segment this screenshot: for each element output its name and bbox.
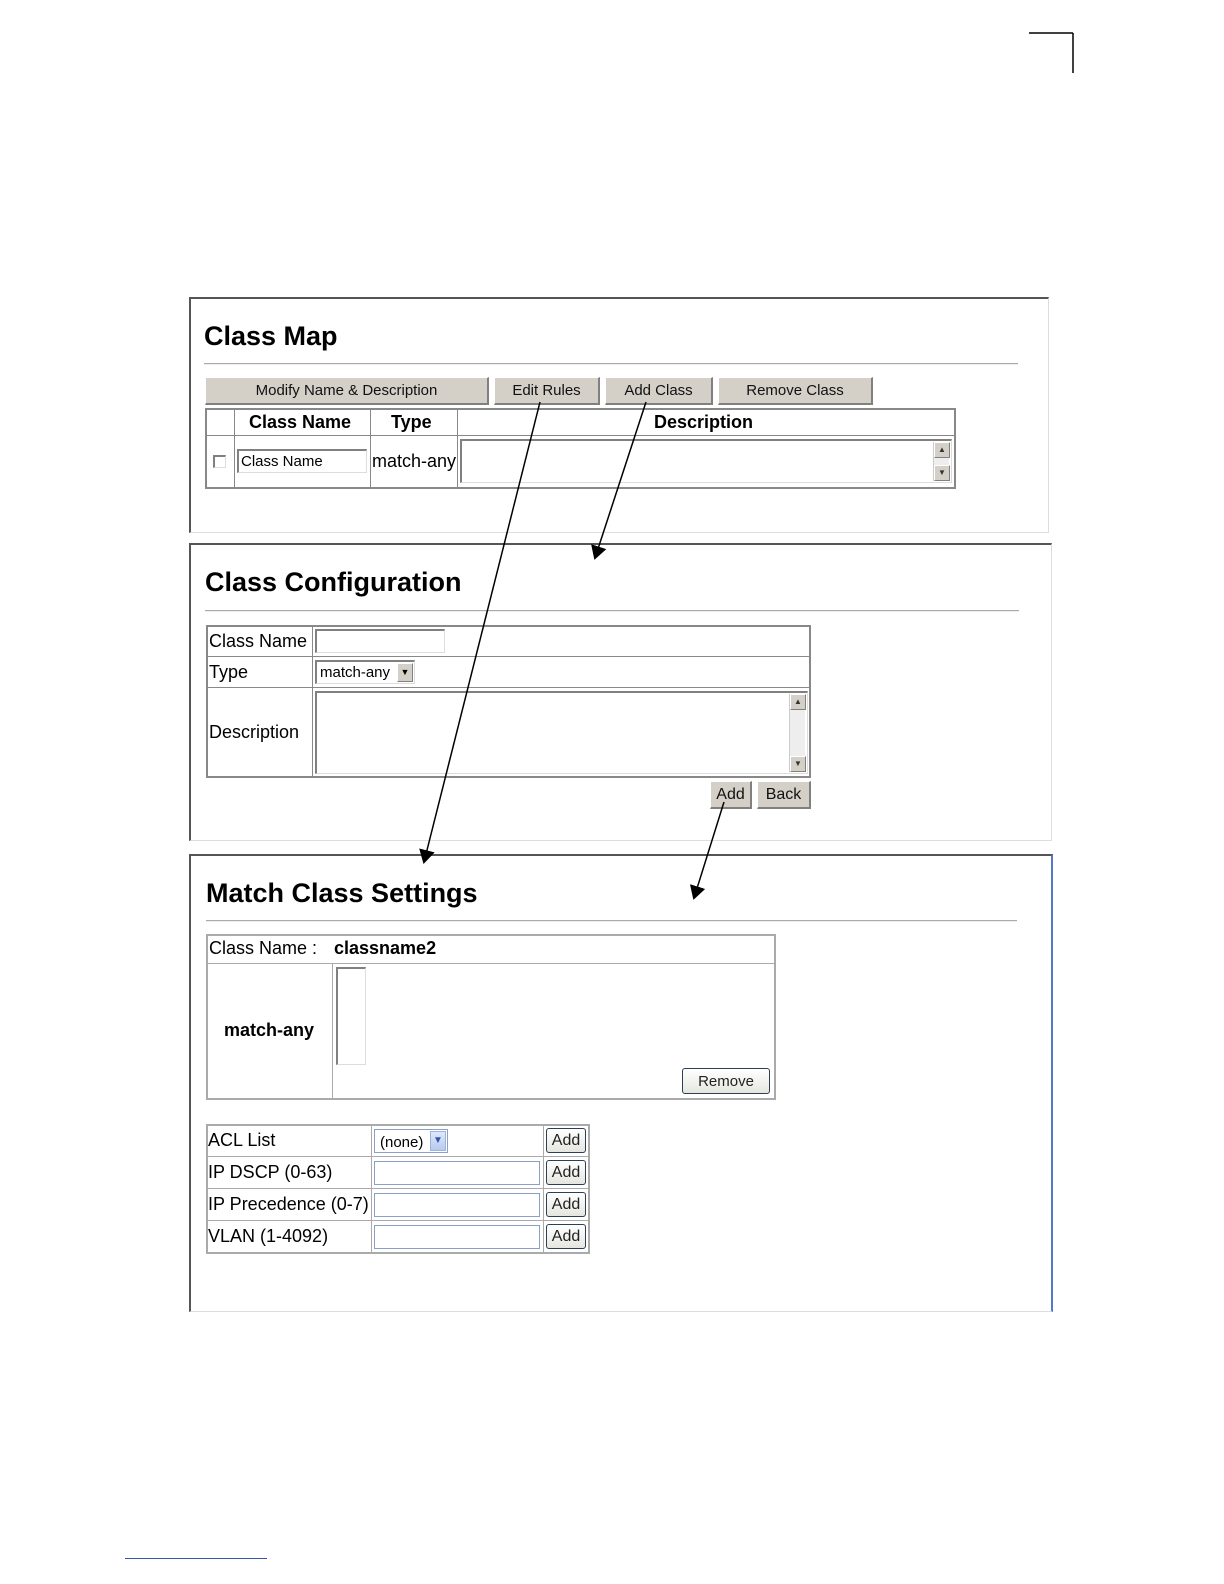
scroll-down-icon[interactable]: ▼ [790, 756, 806, 772]
config-back-button[interactable]: Back [757, 781, 811, 809]
arrow-add-class-to-configuration [595, 402, 646, 558]
remove-class-button[interactable]: Remove Class [718, 377, 873, 405]
ip-precedence-label: IP Precedence (0-7) [208, 1194, 369, 1214]
vlan-label: VLAN (1-4092) [208, 1226, 329, 1246]
edit-rules-button[interactable]: Edit Rules [494, 377, 600, 405]
description-label: Description [209, 722, 300, 742]
chevron-down-icon[interactable]: ▼ [397, 663, 413, 682]
arrow-add-to-match-settings [694, 802, 724, 898]
acl-add-button[interactable]: Add [546, 1128, 586, 1153]
match-class-name-label: Class Name : [209, 938, 318, 958]
type-label: Type [209, 662, 249, 682]
ip-dscp-label: IP DSCP (0-63) [208, 1162, 333, 1182]
class-name-label: Class Name [209, 631, 308, 651]
scroll-down-icon[interactable]: ▼ [934, 465, 950, 481]
chevron-down-icon[interactable]: ▼ [430, 1131, 446, 1151]
class-map-title: Class Map [204, 321, 338, 351]
type-value: match-any [372, 451, 457, 471]
match-class-settings-title: Match Class Settings [206, 878, 478, 908]
column-header-type: Type [391, 412, 432, 432]
config-type-selected: match-any [320, 664, 391, 681]
config-add-button[interactable]: Add [710, 781, 752, 809]
acl-list-label: ACL List [208, 1130, 276, 1150]
ip-precedence-add-button[interactable]: Add [546, 1192, 586, 1217]
modify-name-description-button[interactable]: Modify Name & Description [205, 377, 489, 405]
add-class-button[interactable]: Add Class [605, 377, 713, 405]
column-header-description: Description [654, 412, 754, 432]
scroll-up-icon[interactable]: ▲ [790, 694, 806, 710]
arrow-edit-rules-to-match-settings [424, 402, 540, 862]
class-configuration-title: Class Configuration [205, 567, 462, 597]
remove-rule-button[interactable]: Remove [682, 1068, 770, 1094]
match-type-value: match-any [224, 1020, 315, 1040]
vlan-add-button[interactable]: Add [546, 1224, 586, 1249]
scroll-up-icon[interactable]: ▲ [934, 442, 950, 458]
ip-dscp-add-button[interactable]: Add [546, 1160, 586, 1185]
match-class-name-value: classname2 [334, 938, 437, 958]
column-header-class-name: Class Name [249, 412, 352, 432]
acl-list-selected: (none) [380, 1134, 424, 1151]
